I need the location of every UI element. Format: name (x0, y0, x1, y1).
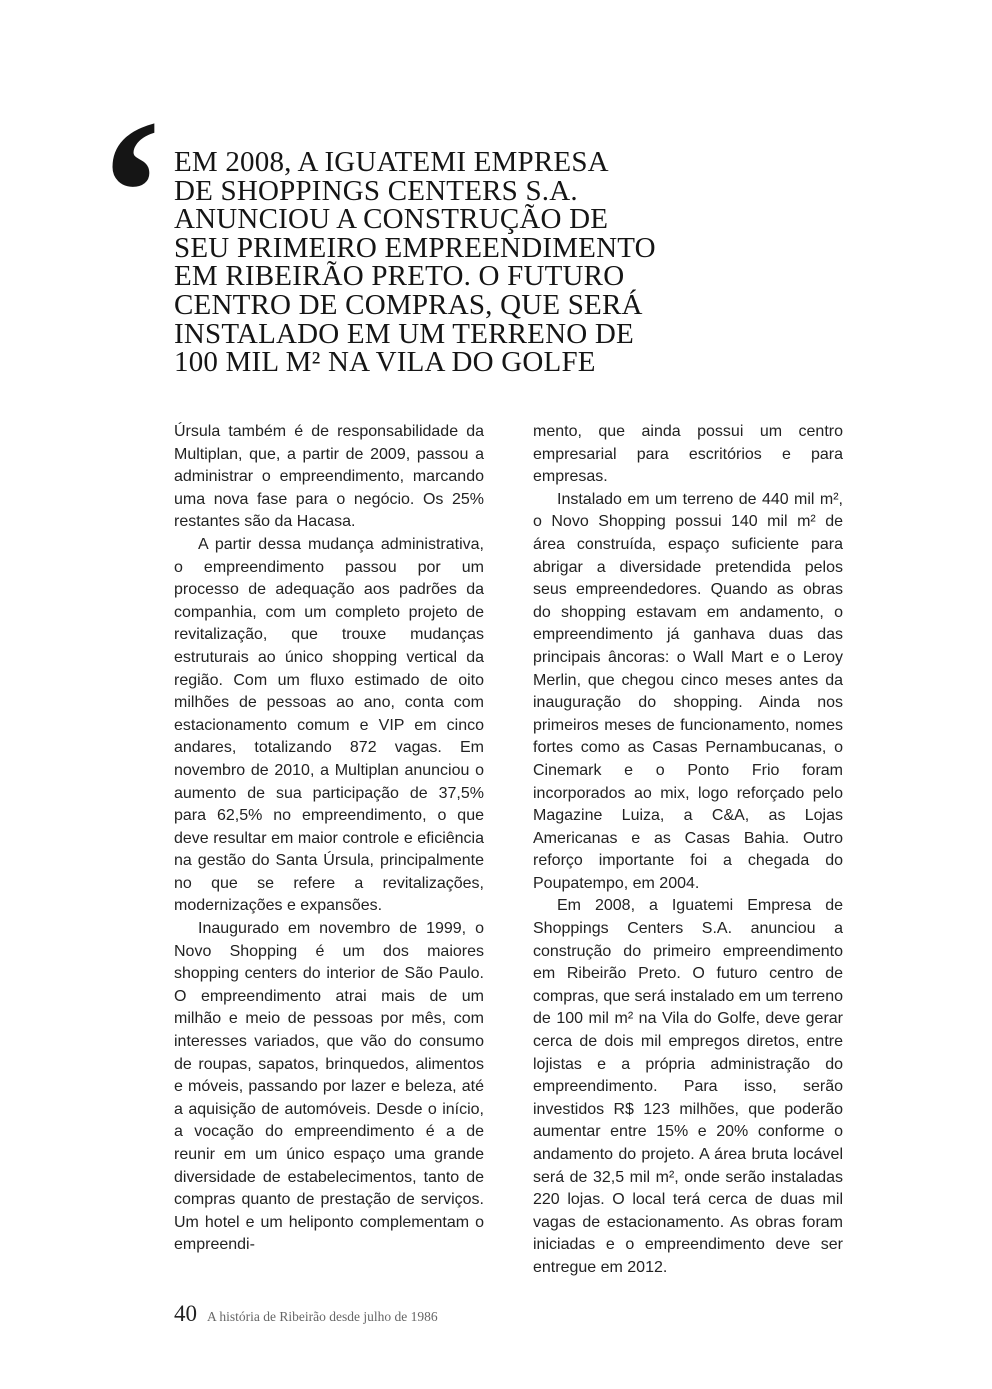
pull-quote-line: EM RIBEIRÃO PRETO. O FUTURO (174, 260, 625, 293)
pull-quote-line: DE SHOPPINGS CENTERS S.A. (174, 174, 578, 207)
pull-quote-line: INSTALADO EM UM TERRENO DE (174, 317, 634, 350)
pull-quote (174, 148, 734, 377)
pull-quote-line: CENTRO DE COMPRAS, QUE SERÁ (174, 288, 643, 321)
page-footer (174, 1301, 438, 1327)
pull-quote-line: EM 2008, A IGUATEMI EMPRESA (174, 146, 609, 178)
pull-quote-line: ANUNCIOU A CONSTRUÇÃO DE (174, 203, 609, 236)
body-paragraph: mento, que ainda possui um centro empresarial para escritórios e para empresas. (533, 423, 843, 486)
body-paragraph: Úrsula também é de responsabilidade da Multiplan, que, a partir de 2009, passou a administrar o empreendimento, marcando uma nova fase para o negócio. Os 25% restantes são da Hacasa. (174, 423, 484, 531)
body-paragraph: Instalado em um terreno de 440 mil m², o Novo Shopping possui 140 mil m² de área construída, espaço suficiente para abrigar a diversidade pretendida pelos seus empreendedores. Quando as obras do shopping estavam em andamento, o empreendimento já ganhava duas das principais âncoras: o Wall Mart e o Leroy Merlin, que chegou cinco meses antes da inauguração do shopping. Ainda nos primeiros meses de funcionamento, nomes fortes como as Casas Pernambucanas, o Cinemark e o Ponto Frio foram incorporados ao mix, logo reforçado pelo Magazine Luiza, a C&A, as Lojas Americanas e as Casas Bahia. Outro reforço importante foi a chegada do Poupatempo, em 2004. (533, 490, 843, 892)
right-text-column (533, 421, 843, 1280)
body-paragraph: Em 2008, a Iguatemi Empresa de Shoppings Centers S.A. anunciou a construção do primeiro empreendimento em Ribeirão Preto. O futuro centro de compras, que será instalado em um terreno de 100 mil m² na Vila do Golfe, deve gerar cerca de dois mil empregos diretos, entre lojistas e a própria administração do empreendimento. Para isso, serão investidos R$ 123 milhões, que poderão aumentar entre 15% e 20% conforme o andamento do projeto. A área bruta locável será de 32,5 mil m², onde serão instaladas 220 lojas. O local terá cerca de duas mil vagas de estacionamento. As obras foram iniciadas e o empreendimento deve ser entregue em 2012. (533, 897, 843, 1276)
left-text-column (174, 421, 484, 1257)
quote-mark-icon: ‘ (96, 77, 166, 309)
body-paragraph: Inaugurado em novembro de 1999, o Novo Shopping é um dos maiores shopping centers do interior de São Paulo. O empreendimento atrai mais de um milhão e meio de pessoas por mês, com interesses variados, que vão do consumo de roupas, sapatos, brinquedos, alimentos e móveis, passando por lazer e beleza, até a aquisição de automóveis. Desde o início, a vocação do empreendimento é a de reunir em um único espaço uma grande diversidade de estabelecimentos, tanto de compras quanto de prestação de serviços. Um hotel e um heliponto complementam o empreendi- (174, 920, 484, 1254)
body-paragraph: A partir dessa mudança administrativa, o empreendimento passou por um processo de adequação aos padrões da companhia, com um completo projeto de revitalização, que trouxe mudanças estruturais ao único shopping vertical da região. Com um fluxo estimado de oito milhões de pessoas ao ano, conta com estacionamento comum e VIP em cinco andares, totalizando 872 vagas. Em novembro de 2010, a Multiplan anunciou o aumento de sua participação de 37,5% para 62,5% no empreendimento, o que deve resultar em maior controle e eficiência na gestão do Santa Úrsula, principalmente no que se refere a revitalizações, modernizações e expansões. (174, 535, 484, 915)
pull-quote-line: 100 MIL M² NA VILA DO GOLFE (174, 346, 596, 379)
page-number: 40 (174, 1301, 197, 1326)
pull-quote-line: SEU PRIMEIRO EMPREENDIMENTO (174, 231, 656, 264)
running-title: A história de Ribeirão desde julho de 1986 (207, 1309, 438, 1324)
